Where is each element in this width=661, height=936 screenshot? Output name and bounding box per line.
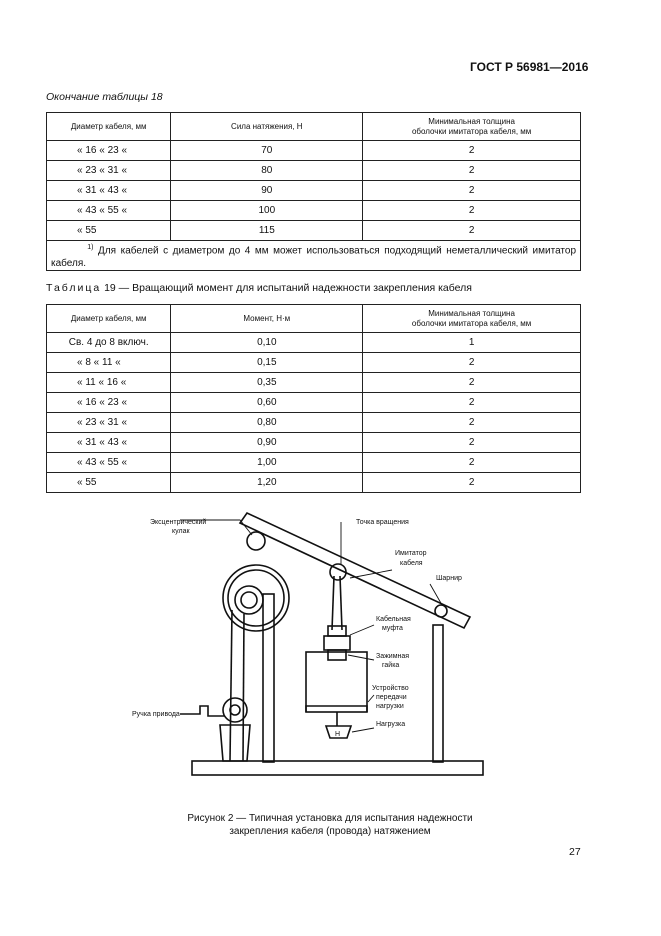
- table-header-row: [47, 113, 581, 141]
- document-number: ГОСТ Р 56981—2016: [470, 60, 589, 74]
- label-pivot: Точка вращения: [356, 519, 409, 526]
- leader-coupling: [350, 625, 374, 635]
- table-18: [46, 112, 581, 271]
- cell: « 11 « 16 «: [47, 373, 171, 393]
- cell: 0,90: [171, 433, 363, 453]
- cell: « 55: [47, 221, 171, 241]
- cell: 90: [171, 181, 363, 201]
- footnote-row: [47, 241, 581, 271]
- table-row: [47, 453, 581, 473]
- cell: 0,15: [171, 353, 363, 373]
- drive-handle: [180, 706, 224, 716]
- column-header-diameter: Диаметр кабеля, мм: [47, 113, 171, 141]
- cell: 70: [171, 141, 363, 161]
- cell: 2: [363, 473, 581, 493]
- cell: « 43 « 55 «: [47, 201, 171, 221]
- cell: « 31 « 43 «: [47, 433, 171, 453]
- page-number: 27: [569, 846, 581, 858]
- cell: 1,20: [171, 473, 363, 493]
- table-19-caption: [46, 282, 472, 294]
- label-handle: Ручка привода: [132, 711, 180, 718]
- table-header-row: [47, 305, 581, 333]
- cell: Св. 4 до 8 включ.: [47, 333, 171, 353]
- table-row: [47, 413, 581, 433]
- eccentric-hub: [241, 592, 257, 608]
- table-row: [47, 181, 581, 201]
- cell: 2: [363, 393, 581, 413]
- column-header-diameter: Диаметр кабеля, мм: [47, 305, 171, 333]
- label-simulator-2: кабеля: [400, 560, 423, 567]
- label-nut-2: гайка: [382, 662, 400, 669]
- column-header-thickness: [363, 113, 581, 141]
- base-plate: [192, 761, 483, 775]
- eccentric-disc: [235, 586, 263, 614]
- cell: 2: [363, 221, 581, 241]
- cell: 2: [363, 413, 581, 433]
- left-strut: [230, 610, 232, 761]
- label-device-3: нагрузки: [376, 703, 404, 710]
- label-coupling-1: Кабельная: [376, 616, 411, 623]
- cam-follower: [247, 532, 265, 550]
- table-19: [46, 304, 581, 493]
- weight-mark: Н: [335, 731, 341, 738]
- figure-caption-line-1: Рисунок 2 — Типичная установка для испытания надежности: [187, 813, 473, 824]
- cell: 0,10: [171, 333, 363, 353]
- cell: 0,60: [171, 393, 363, 413]
- cable-coupling-body: [324, 636, 350, 650]
- cell: 2: [363, 181, 581, 201]
- hinge-joint: [435, 605, 447, 617]
- cell: 115: [171, 221, 363, 241]
- cell: « 31 « 43 «: [47, 181, 171, 201]
- table-row: [47, 201, 581, 221]
- cell: 80: [171, 161, 363, 181]
- header-line-2: оболочки имитатора кабеля, мм: [411, 126, 532, 136]
- leader-nut: [348, 655, 374, 660]
- cable-coupling-top: [328, 626, 346, 636]
- cell: 2: [363, 373, 581, 393]
- cell: « 23 « 31 «: [47, 413, 171, 433]
- table-row: [47, 333, 581, 353]
- figure-test-setup: [120, 510, 500, 795]
- label-device-1: Устройство: [372, 685, 409, 692]
- cell: 2: [363, 353, 581, 373]
- label-eccentric-1: Эксцентрический: [150, 519, 207, 526]
- table-footnote: [47, 241, 581, 271]
- footnote-mark: 1): [87, 244, 94, 251]
- label-hinge: Шарнир: [436, 575, 462, 582]
- load-transfer-bottom: [306, 706, 367, 712]
- label-device-2: передачи: [376, 694, 407, 701]
- column-header-torque: Момент, Н·м: [171, 305, 363, 333]
- table-row: [47, 433, 581, 453]
- header-line-2: оболочки имитатора кабеля, мм: [411, 318, 532, 328]
- table-row: [47, 161, 581, 181]
- cell: 2: [363, 453, 581, 473]
- right-post: [433, 625, 443, 762]
- left-post: [263, 594, 274, 762]
- cell: « 8 « 11 «: [47, 353, 171, 373]
- cell: « 23 « 31 «: [47, 161, 171, 181]
- leader-device: [368, 695, 374, 702]
- cell: « 43 « 55 «: [47, 453, 171, 473]
- cell: 2: [363, 161, 581, 181]
- caption-label: Таблица: [46, 282, 102, 294]
- table-row: [47, 393, 581, 413]
- footnote-text: Для кабелей с диаметром до 4 мм может использоваться подходящий неметаллический имитатор кабеля.: [51, 245, 577, 270]
- figure-caption: [150, 812, 510, 838]
- table-row: [47, 221, 581, 241]
- cell: 2: [363, 201, 581, 221]
- cell: 0,35: [171, 373, 363, 393]
- table-row: [47, 353, 581, 373]
- load-transfer-device: [306, 652, 367, 712]
- cell: 2: [363, 141, 581, 161]
- table-row: [47, 473, 581, 493]
- label-simulator-1: Имитатор: [395, 550, 427, 557]
- cell: 0,80: [171, 413, 363, 433]
- cell: 1,00: [171, 453, 363, 473]
- cable-simulator: [332, 576, 334, 630]
- header-line-1: Минимальная толщина: [428, 116, 515, 126]
- cell: « 16 « 23 «: [47, 141, 171, 161]
- figure-caption-line-2: закрепления кабеля (провода) натяжением: [229, 826, 431, 837]
- drive-bracket: [220, 725, 250, 761]
- table-row: [47, 373, 581, 393]
- label-coupling-2: муфта: [382, 625, 403, 632]
- caption-text: 19 — Вращающий момент для испытаний надежности закрепления кабеля: [101, 282, 472, 294]
- cell: « 55: [47, 473, 171, 493]
- cell: 2: [363, 433, 581, 453]
- label-load: Нагрузка: [376, 721, 406, 728]
- leader-load: [352, 728, 374, 732]
- column-header-force: Сила натяжения, Н: [171, 113, 363, 141]
- label-eccentric-2: кулак: [172, 528, 190, 535]
- table-row: [47, 141, 581, 161]
- cell: 1: [363, 333, 581, 353]
- table-18-caption: Окончание таблицы 18: [46, 91, 163, 103]
- header-line-1: Минимальная толщина: [428, 308, 515, 318]
- cell: « 16 « 23 «: [47, 393, 171, 413]
- cell: 100: [171, 201, 363, 221]
- left-strut-inner: [243, 614, 244, 761]
- cable-simulator-edge: [340, 576, 342, 630]
- drive-wheel-hub: [230, 705, 240, 715]
- column-header-thickness: [363, 305, 581, 333]
- label-nut-1: Зажимная: [376, 653, 410, 660]
